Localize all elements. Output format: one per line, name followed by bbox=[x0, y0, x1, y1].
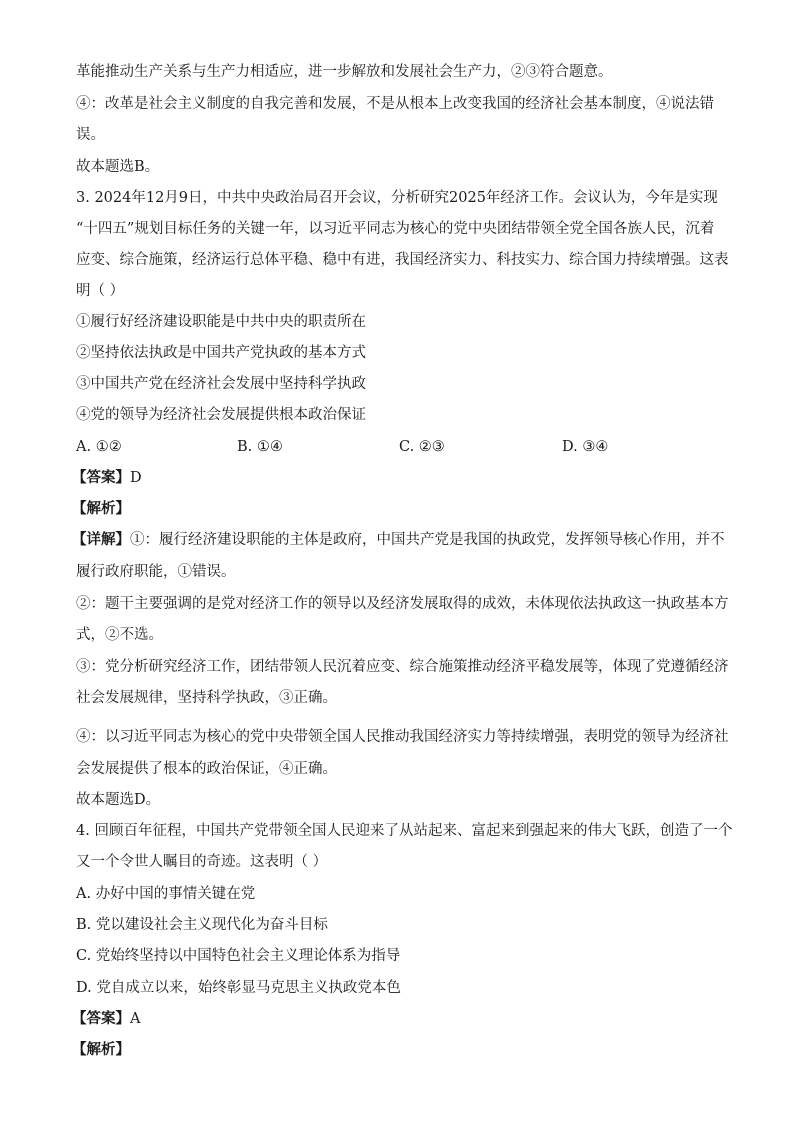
answer-value: D bbox=[130, 470, 142, 486]
question-4-stem: 又一个令世人瞩目的奇迹。这表明（ ） bbox=[76, 854, 328, 870]
conclusion-line: 故本题选D。 bbox=[76, 792, 161, 808]
statement-2: ②坚持依法执政是中国共产党执政的基本方式 bbox=[76, 345, 366, 361]
question-4-stem: 4. 回顾百年征程，中国共产党带领全国人民迎来了从站起来、富起来到强起来的伟大飞跃，创造了一个 bbox=[76, 823, 733, 839]
answer-line bbox=[72, 1009, 140, 1029]
option-b: B. ①④ bbox=[237, 439, 283, 455]
text-line: 故本题选B。 bbox=[76, 159, 160, 175]
question-3-stem: 应变、综合施策，经济运行总体平稳、稳中有进，我国经济实力、科技实力、综合国力持续增强。这表 bbox=[76, 252, 729, 268]
detail-line: ②：题干主要强调的是党对经济工作的领导以及经济发展取得的成效，未体现依法执政这一执政基本方 bbox=[76, 596, 729, 612]
analysis-tag: 【解析】 bbox=[72, 500, 130, 517]
statement-1: ①履行好经济建设职能是中共中央的职责所在 bbox=[76, 314, 366, 330]
option-a: A. 办好中国的事情关键在党 bbox=[76, 886, 256, 902]
detail-line: ③：党分析研究经济工作，团结带领人民沉着应变、综合施策推动经济平稳发展等，体现了党遵循经济 bbox=[76, 659, 729, 675]
option-a: A. ①② bbox=[76, 439, 122, 455]
question-3-stem: 明（ ） bbox=[76, 283, 125, 299]
detail-line: ④：以习近平同志为核心的党中央带领全国人民推动我国经济实力等持续增强，表明党的领导为经济社 bbox=[76, 729, 729, 745]
statement-3: ③中国共产党在经济社会发展中坚持科学执政 bbox=[76, 376, 366, 392]
option-c: C. 党始终坚持以中国特色社会主义理论体系为指导 bbox=[76, 948, 401, 964]
statement-4: ④党的领导为经济社会发展提供根本政治保证 bbox=[76, 407, 366, 423]
option-b: B. 党以建设社会主义现代化为奋斗目标 bbox=[76, 917, 328, 933]
detail-tag: 【详解】 bbox=[72, 531, 130, 548]
analysis-tag: 【解析】 bbox=[72, 1041, 130, 1058]
answer-value: A bbox=[130, 1011, 141, 1027]
answer-tag: 【答案】 bbox=[72, 1010, 130, 1027]
question-3-stem: “十四五”规划目标任务的关键一年，以习近平同志为核心的党中央团结带领全党全国各族人民，沉着 bbox=[76, 221, 715, 237]
question-3-stem: 3. 2024年12月9日，中共中央政治局召开会议，分析研究2025年经济工作。会议认为，今年是实现 bbox=[76, 190, 718, 206]
detail-text: ①：履行经济建设职能的主体是政府，中国共产党是我国的执政党，发挥领导核心作用，并不 bbox=[130, 532, 725, 548]
answer-tag: 【答案】 bbox=[72, 469, 130, 486]
option-c: C. ②③ bbox=[399, 439, 445, 455]
detail-line bbox=[72, 530, 725, 550]
detail-line: 社会发展规律，坚持科学执政，③正确。 bbox=[76, 690, 337, 706]
text-line: 误。 bbox=[76, 127, 105, 143]
option-d: D. ③④ bbox=[562, 439, 609, 455]
answer-line bbox=[72, 468, 142, 488]
text-line: ④：改革是社会主义制度的自我完善和发展，不是从根本上改变我国的经济社会基本制度，④说法错 bbox=[76, 96, 714, 112]
option-d: D. 党自成立以来，始终彰显马克思主义执政党本色 bbox=[76, 980, 401, 996]
detail-line: 会发展提供了根本的政治保证，④正确。 bbox=[76, 761, 337, 777]
detail-line: 履行政府职能，①错误。 bbox=[76, 564, 236, 580]
text-line: 革能推动生产关系与生产力相适应，进一步解放和发展社会生产力，②③符合题意。 bbox=[76, 64, 613, 80]
detail-line: 式，②不选。 bbox=[76, 627, 163, 643]
